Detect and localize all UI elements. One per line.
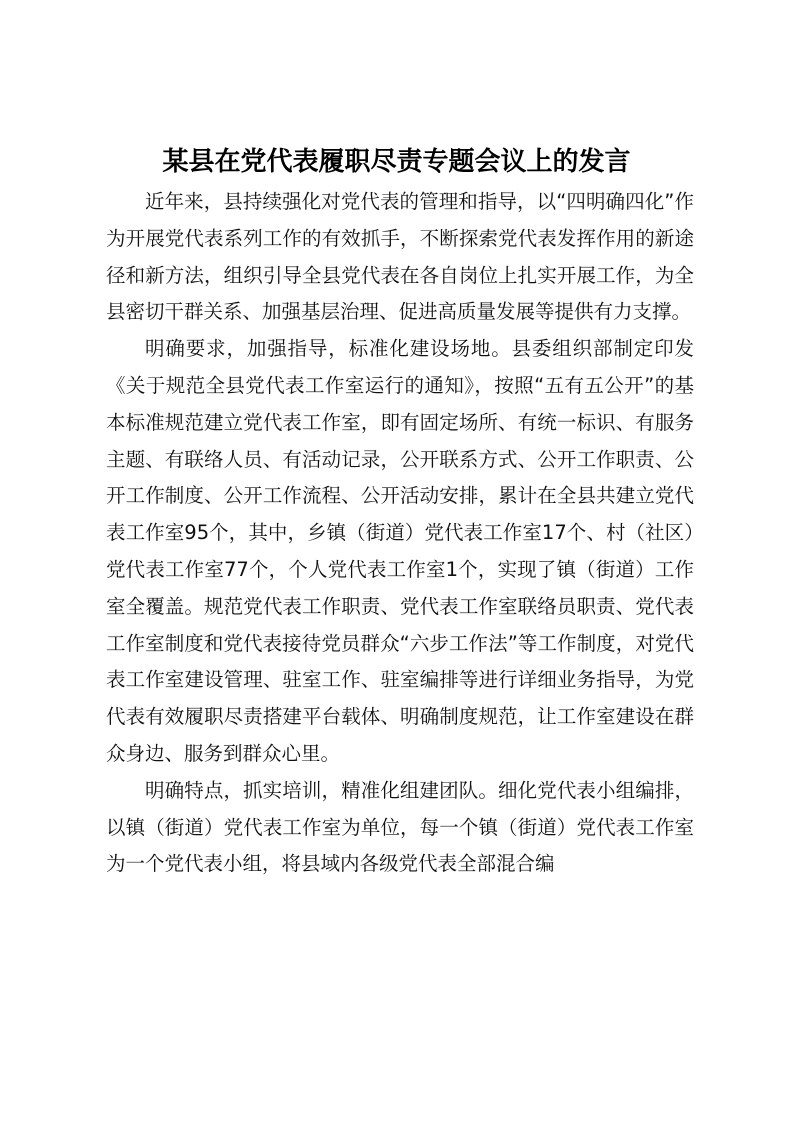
paragraph-intro: 近年来，县持续强化对党代表的管理和指导，以“四明确四化”作为开展党代表系列工作的有效抓手，不断探索党代表发挥作用的新途径和新方法，组织引导全县党代表在各自岗位上扎实开展工作，为全县密切干群关系、加强基层治理、促进高质量发展等提供有力支撑。 — [106, 190, 694, 324]
paragraph-team-building: 明确特点，抓实培训，精准化组建团队。细化党代表小组编排，以镇（街道）党代表工作室为单位，每一个镇（街道）党代表工作室为一个党代表小组，将县域内各级党代表全部混合编 — [106, 778, 694, 876]
document-title: 某县在党代表履职尽责专题会议上的发言 — [162, 147, 631, 177]
document-body — [106, 184, 694, 883]
paragraph-standardization: 明确要求，加强指导，标准化建设场地。县委组织部制定印发《关于规范全县党代表工作室运行的通知》，按照“五有五公开”的基本标准规范建立党代表工作室，即有固定场所、有统一标识、有服务主题、有联络人员、有活动记录，公开联系方式、公开工作职责、公开工作制度、公开工作流程、公开活动安排，累计在全县共建立党代表工作室95个，其中，乡镇（街道）党代表工作室17个、村（社区）党代表工作室77个，个人党代表工作室1个，实现了镇（街道）工作室全覆盖。规范党代表工作职责、党代表工作室联络员职责、党代表工作室制度和党代表接待党员群众“六步工作法”等工作制度，对党代表工作室建设管理、驻室工作、驻室编排等进行详细业务指导，为党代表有效履职尽责搭建平台载体、明确制度规范，让工作室建设在群众身边、服务到群众心里。 — [106, 337, 694, 765]
